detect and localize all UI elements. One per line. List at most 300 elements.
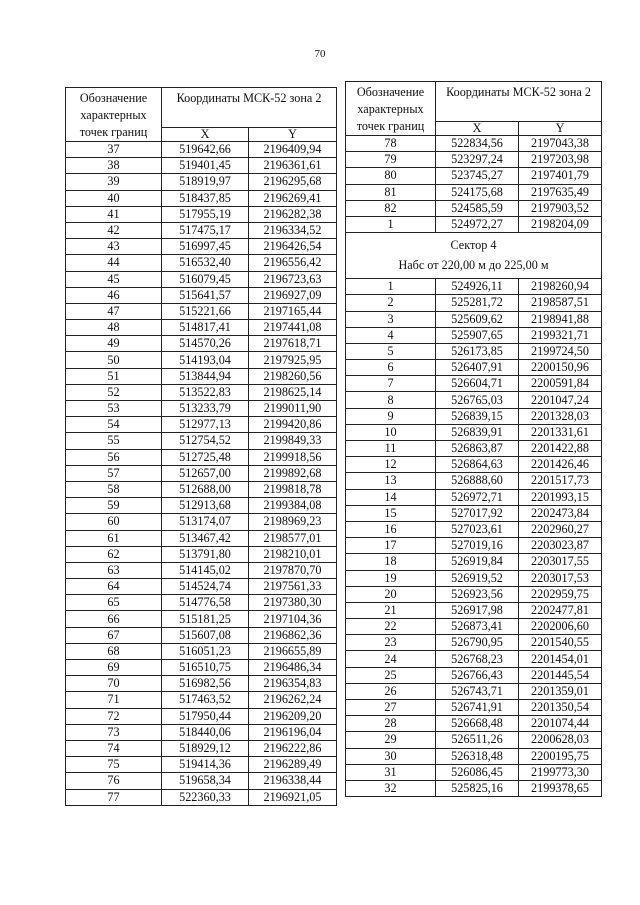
table-row — [66, 579, 337, 595]
x-coordinate-cell: 522834,56 — [436, 136, 519, 152]
x-coordinate-cell: 512688,00 — [162, 481, 249, 497]
point-id-cell: 6 — [346, 360, 436, 376]
x-coordinate-cell: 518440,06 — [162, 724, 249, 740]
point-id-cell: 46 — [66, 287, 162, 303]
coordinates-table-right — [345, 81, 602, 797]
point-id-cell: 69 — [66, 660, 162, 676]
x-coordinate-cell: 516997,45 — [162, 239, 249, 255]
y-coordinate-cell: 2196486,34 — [249, 660, 337, 676]
y-coordinate-cell: 2201426,46 — [519, 457, 602, 473]
point-id-cell: 62 — [66, 546, 162, 562]
y-coordinate-cell: 2196282,38 — [249, 206, 337, 222]
table-row — [346, 295, 602, 311]
x-coordinate-cell: 513233,79 — [162, 401, 249, 417]
point-id-cell: 72 — [66, 708, 162, 724]
table-row — [66, 449, 337, 465]
table-row — [66, 303, 337, 319]
x-coordinate-cell: 526511,26 — [436, 732, 519, 748]
point-id-cell: 49 — [66, 336, 162, 352]
point-id-cell: 22 — [346, 619, 436, 635]
y-coordinate-cell: 2196209,20 — [249, 708, 337, 724]
point-id-cell: 60 — [66, 514, 162, 530]
x-coordinate-cell: 527023,61 — [436, 521, 519, 537]
table-row — [346, 780, 602, 796]
point-id-cell: 20 — [346, 586, 436, 602]
table-row — [66, 643, 337, 659]
x-coordinate-cell: 526972,71 — [436, 489, 519, 505]
table-row — [66, 595, 337, 611]
y-coordinate-cell: 2198260,56 — [249, 368, 337, 384]
point-id-cell: 55 — [66, 433, 162, 449]
point-id-cell: 70 — [66, 676, 162, 692]
y-coordinate-cell: 2201454,01 — [519, 651, 602, 667]
y-coordinate-cell: 2197165,44 — [249, 303, 337, 319]
y-coordinate-cell: 2201540,55 — [519, 635, 602, 651]
y-coordinate-cell: 2196354,83 — [249, 676, 337, 692]
table-row — [346, 152, 602, 168]
sector-title: Сектор 4 — [450, 238, 497, 253]
table-row — [66, 692, 337, 708]
x-coordinate-cell: 517475,17 — [162, 222, 249, 238]
x-coordinate-cell: 514817,41 — [162, 320, 249, 336]
table-row — [66, 757, 337, 773]
table-row — [346, 327, 602, 343]
table-row — [346, 602, 602, 618]
point-id-cell: 80 — [346, 168, 436, 184]
table-row — [346, 586, 602, 602]
point-id-cell: 71 — [66, 692, 162, 708]
y-coordinate-cell: 2197441,08 — [249, 320, 337, 336]
y-coordinate-cell: 2199818,78 — [249, 481, 337, 497]
x-coordinate-cell: 526873,41 — [436, 619, 519, 635]
x-coordinate-cell: 512657,00 — [162, 465, 249, 481]
y-coordinate-cell: 2203017,55 — [519, 554, 602, 570]
x-coordinate-cell: 526318,48 — [436, 748, 519, 764]
x-coordinate-cell: 513844,94 — [162, 368, 249, 384]
table-row — [66, 498, 337, 514]
x-coordinate-cell: 515221,66 — [162, 303, 249, 319]
x-coordinate-cell: 519401,45 — [162, 158, 249, 174]
point-id-cell: 5 — [346, 343, 436, 359]
header-x: X — [436, 122, 519, 136]
y-coordinate-cell: 2202959,75 — [519, 586, 602, 602]
table-row — [346, 424, 602, 440]
x-coordinate-cell: 525825,16 — [436, 780, 519, 796]
point-id-cell: 42 — [66, 222, 162, 238]
point-id-cell: 67 — [66, 627, 162, 643]
page-number: 70 — [314, 48, 326, 60]
table-row — [346, 505, 602, 521]
y-coordinate-cell: 2198969,23 — [249, 514, 337, 530]
table-row — [66, 530, 337, 546]
y-coordinate-cell: 2201359,01 — [519, 683, 602, 699]
x-coordinate-cell: 522360,33 — [162, 789, 249, 805]
x-coordinate-cell: 525281,72 — [436, 295, 519, 311]
point-id-cell: 63 — [66, 562, 162, 578]
point-id-cell: 44 — [66, 255, 162, 271]
y-coordinate-cell: 2199773,30 — [519, 764, 602, 780]
point-id-cell: 47 — [66, 303, 162, 319]
point-id-cell: 14 — [346, 489, 436, 505]
x-coordinate-cell: 524926,11 — [436, 279, 519, 295]
table-row — [346, 748, 602, 764]
y-coordinate-cell: 2196289,49 — [249, 757, 337, 773]
x-coordinate-cell: 526765,03 — [436, 392, 519, 408]
y-coordinate-cell: 2199011,90 — [249, 401, 337, 417]
point-id-cell: 37 — [66, 142, 162, 158]
x-coordinate-cell: 523297,24 — [436, 152, 519, 168]
y-coordinate-cell: 2201422,88 — [519, 441, 602, 457]
point-id-cell: 8 — [346, 392, 436, 408]
y-coordinate-cell: 2196295,68 — [249, 174, 337, 190]
point-id-cell: 1 — [346, 216, 436, 232]
table-row — [66, 401, 337, 417]
y-coordinate-cell: 2197635,49 — [519, 184, 602, 200]
x-coordinate-cell: 518929,12 — [162, 740, 249, 756]
point-id-cell: 45 — [66, 271, 162, 287]
point-id-cell: 27 — [346, 700, 436, 716]
x-coordinate-cell: 512754,52 — [162, 433, 249, 449]
x-coordinate-cell: 515607,08 — [162, 627, 249, 643]
y-coordinate-cell: 2196655,89 — [249, 643, 337, 659]
x-coordinate-cell: 526919,84 — [436, 554, 519, 570]
y-coordinate-cell: 2201993,15 — [519, 489, 602, 505]
y-coordinate-cell: 2201074,44 — [519, 716, 602, 732]
y-coordinate-cell: 2199724,50 — [519, 343, 602, 359]
y-coordinate-cell: 2200195,75 — [519, 748, 602, 764]
x-coordinate-cell: 517950,44 — [162, 708, 249, 724]
table-row — [66, 562, 337, 578]
y-coordinate-cell: 2196921,05 — [249, 789, 337, 805]
point-id-cell: 13 — [346, 473, 436, 489]
y-coordinate-cell: 2196334,52 — [249, 222, 337, 238]
point-id-cell: 3 — [346, 311, 436, 327]
point-id-cell: 51 — [66, 368, 162, 384]
header-coordinates: Координаты МСК-52 зона 2 — [436, 82, 602, 122]
x-coordinate-cell: 526864,63 — [436, 457, 519, 473]
table-row — [66, 368, 337, 384]
x-coordinate-cell: 519658,34 — [162, 773, 249, 789]
y-coordinate-cell: 2203017,53 — [519, 570, 602, 586]
point-id-cell: 9 — [346, 408, 436, 424]
y-coordinate-cell: 2196222,86 — [249, 740, 337, 756]
x-coordinate-cell: 526768,23 — [436, 651, 519, 667]
point-id-cell: 57 — [66, 465, 162, 481]
point-id-cell: 50 — [66, 352, 162, 368]
x-coordinate-cell: 526917,98 — [436, 602, 519, 618]
y-coordinate-cell: 2202473,84 — [519, 505, 602, 521]
point-id-cell: 11 — [346, 441, 436, 457]
y-coordinate-cell: 2199892,68 — [249, 465, 337, 481]
table-row — [66, 417, 337, 433]
y-coordinate-cell: 2199849,33 — [249, 433, 337, 449]
y-coordinate-cell: 2197925,95 — [249, 352, 337, 368]
point-id-cell: 78 — [346, 136, 436, 152]
x-coordinate-cell: 516532,40 — [162, 255, 249, 271]
coordinates-table-left — [65, 87, 337, 806]
x-coordinate-cell: 519642,66 — [162, 142, 249, 158]
x-coordinate-cell: 526863,87 — [436, 441, 519, 457]
x-coordinate-cell: 517463,52 — [162, 692, 249, 708]
point-id-cell: 17 — [346, 538, 436, 554]
x-coordinate-cell: 512913,68 — [162, 498, 249, 514]
point-id-cell: 25 — [346, 667, 436, 683]
x-coordinate-cell: 514570,26 — [162, 336, 249, 352]
y-coordinate-cell: 2199918,56 — [249, 449, 337, 465]
y-coordinate-cell: 2196927,09 — [249, 287, 337, 303]
table-row — [66, 320, 337, 336]
y-coordinate-cell: 2197104,36 — [249, 611, 337, 627]
x-coordinate-cell: 515641,57 — [162, 287, 249, 303]
table-row — [66, 384, 337, 400]
y-coordinate-cell: 2196262,24 — [249, 692, 337, 708]
x-coordinate-cell: 526741,91 — [436, 700, 519, 716]
y-coordinate-cell: 2201331,61 — [519, 424, 602, 440]
x-coordinate-cell: 516510,75 — [162, 660, 249, 676]
table-row — [66, 481, 337, 497]
point-id-cell: 41 — [66, 206, 162, 222]
table-row — [66, 546, 337, 562]
table-row — [346, 457, 602, 473]
x-coordinate-cell: 524585,59 — [436, 200, 519, 216]
y-coordinate-cell: 2201517,73 — [519, 473, 602, 489]
y-coordinate-cell: 2201445,54 — [519, 667, 602, 683]
header-x: X — [162, 128, 249, 142]
y-coordinate-cell: 2198625,14 — [249, 384, 337, 400]
point-id-cell: 12 — [346, 457, 436, 473]
y-coordinate-cell: 2198210,01 — [249, 546, 337, 562]
point-id-cell: 73 — [66, 724, 162, 740]
y-coordinate-cell: 2201350,54 — [519, 700, 602, 716]
x-coordinate-cell: 516051,23 — [162, 643, 249, 659]
x-coordinate-cell: 526923,56 — [436, 586, 519, 602]
y-coordinate-cell: 2197870,70 — [249, 562, 337, 578]
table-row — [346, 376, 602, 392]
y-coordinate-cell: 2199420,86 — [249, 417, 337, 433]
table-row — [66, 158, 337, 174]
point-id-cell: 15 — [346, 505, 436, 521]
table-row — [346, 554, 602, 570]
x-coordinate-cell: 513522,83 — [162, 384, 249, 400]
y-coordinate-cell: 2197203,98 — [519, 152, 602, 168]
y-coordinate-cell: 2201328,03 — [519, 408, 602, 424]
header-point-label: Обозначение характерных точек границ — [66, 88, 162, 142]
point-id-cell: 64 — [66, 579, 162, 595]
point-id-cell: 1 — [346, 279, 436, 295]
table-row — [66, 789, 337, 805]
x-coordinate-cell: 525907,65 — [436, 327, 519, 343]
point-id-cell: 54 — [66, 417, 162, 433]
x-coordinate-cell: 513174,07 — [162, 514, 249, 530]
sector-subtitle: Набс от 220,00 м до 225,00 м — [398, 258, 549, 273]
table-row — [66, 174, 337, 190]
point-id-cell: 39 — [66, 174, 162, 190]
point-id-cell: 48 — [66, 320, 162, 336]
y-coordinate-cell: 2202477,81 — [519, 602, 602, 618]
table-row — [346, 732, 602, 748]
point-id-cell: 23 — [346, 635, 436, 651]
point-id-cell: 24 — [346, 651, 436, 667]
y-coordinate-cell: 2197618,71 — [249, 336, 337, 352]
header-coordinates: Координаты МСК-52 зона 2 — [162, 88, 337, 128]
table-row — [66, 660, 337, 676]
table-row — [66, 271, 337, 287]
table-row — [346, 473, 602, 489]
x-coordinate-cell: 524972,27 — [436, 216, 519, 232]
point-id-cell: 81 — [346, 184, 436, 200]
x-coordinate-cell: 512977,13 — [162, 417, 249, 433]
y-coordinate-cell: 2196426,54 — [249, 239, 337, 255]
table-row — [66, 222, 337, 238]
x-coordinate-cell: 516079,45 — [162, 271, 249, 287]
table-row — [346, 716, 602, 732]
table-row — [346, 343, 602, 359]
y-coordinate-cell: 2201047,24 — [519, 392, 602, 408]
x-coordinate-cell: 517955,19 — [162, 206, 249, 222]
y-coordinate-cell: 2196338,44 — [249, 773, 337, 789]
table-row — [66, 206, 337, 222]
point-id-cell: 82 — [346, 200, 436, 216]
y-coordinate-cell: 2196723,63 — [249, 271, 337, 287]
table-row — [346, 279, 602, 295]
table-row — [346, 538, 602, 554]
table-row — [66, 239, 337, 255]
table-row — [346, 651, 602, 667]
sector-header-row — [346, 233, 602, 279]
point-id-cell: 10 — [346, 424, 436, 440]
table-row — [66, 336, 337, 352]
point-id-cell: 79 — [346, 152, 436, 168]
point-id-cell: 30 — [346, 748, 436, 764]
x-coordinate-cell: 519414,36 — [162, 757, 249, 773]
point-id-cell: 29 — [346, 732, 436, 748]
point-id-cell: 40 — [66, 190, 162, 206]
table-row — [346, 683, 602, 699]
x-coordinate-cell: 513791,80 — [162, 546, 249, 562]
table-row — [346, 521, 602, 537]
x-coordinate-cell: 514524,74 — [162, 579, 249, 595]
x-coordinate-cell: 518437,85 — [162, 190, 249, 206]
point-id-cell: 52 — [66, 384, 162, 400]
y-coordinate-cell: 2198260,94 — [519, 279, 602, 295]
y-coordinate-cell: 2196862,36 — [249, 627, 337, 643]
table-row — [346, 764, 602, 780]
y-coordinate-cell: 2197401,79 — [519, 168, 602, 184]
table-row — [66, 190, 337, 206]
table-row — [66, 676, 337, 692]
y-coordinate-cell: 2196269,41 — [249, 190, 337, 206]
x-coordinate-cell: 526173,85 — [436, 343, 519, 359]
table-row — [346, 700, 602, 716]
x-coordinate-cell: 514193,04 — [162, 352, 249, 368]
x-coordinate-cell: 525609,62 — [436, 311, 519, 327]
y-coordinate-cell: 2202960,27 — [519, 521, 602, 537]
header-y: Y — [519, 122, 602, 136]
table-row — [346, 311, 602, 327]
x-coordinate-cell: 516982,56 — [162, 676, 249, 692]
x-coordinate-cell: 523745,27 — [436, 168, 519, 184]
table-row — [66, 255, 337, 271]
point-id-cell: 32 — [346, 780, 436, 796]
x-coordinate-cell: 526839,91 — [436, 424, 519, 440]
point-id-cell: 58 — [66, 481, 162, 497]
x-coordinate-cell: 526888,60 — [436, 473, 519, 489]
header-point-label: Обозначение характерных точек границ — [346, 82, 436, 136]
point-id-cell: 65 — [66, 595, 162, 611]
point-id-cell: 26 — [346, 683, 436, 699]
y-coordinate-cell: 2202006,60 — [519, 619, 602, 635]
x-coordinate-cell: 526407,91 — [436, 360, 519, 376]
header-y: Y — [249, 128, 337, 142]
y-coordinate-cell: 2196409,94 — [249, 142, 337, 158]
sector-header — [346, 233, 602, 279]
point-id-cell: 4 — [346, 327, 436, 343]
point-id-cell: 19 — [346, 570, 436, 586]
point-id-cell: 53 — [66, 401, 162, 417]
point-id-cell: 59 — [66, 498, 162, 514]
point-id-cell: 31 — [346, 764, 436, 780]
x-coordinate-cell: 514145,02 — [162, 562, 249, 578]
point-id-cell: 75 — [66, 757, 162, 773]
x-coordinate-cell: 526766,43 — [436, 667, 519, 683]
x-coordinate-cell: 526790,95 — [436, 635, 519, 651]
point-id-cell: 68 — [66, 643, 162, 659]
table-row — [346, 489, 602, 505]
table-row — [346, 441, 602, 457]
table-row — [346, 184, 602, 200]
x-coordinate-cell: 518919,97 — [162, 174, 249, 190]
table-row — [66, 142, 337, 158]
table-row — [66, 627, 337, 643]
point-id-cell: 56 — [66, 449, 162, 465]
table-row — [66, 611, 337, 627]
x-coordinate-cell: 526086,45 — [436, 764, 519, 780]
table-row — [346, 360, 602, 376]
x-coordinate-cell: 526668,48 — [436, 716, 519, 732]
x-coordinate-cell: 512725,48 — [162, 449, 249, 465]
x-coordinate-cell: 526839,15 — [436, 408, 519, 424]
y-coordinate-cell: 2203023,87 — [519, 538, 602, 554]
y-coordinate-cell: 2197561,33 — [249, 579, 337, 595]
point-id-cell: 7 — [346, 376, 436, 392]
table-row — [66, 352, 337, 368]
x-coordinate-cell: 515181,25 — [162, 611, 249, 627]
point-id-cell: 28 — [346, 716, 436, 732]
point-id-cell: 77 — [66, 789, 162, 805]
table-row — [346, 392, 602, 408]
point-id-cell: 21 — [346, 602, 436, 618]
table-row — [66, 514, 337, 530]
y-coordinate-cell: 2200150,96 — [519, 360, 602, 376]
point-id-cell: 18 — [346, 554, 436, 570]
point-id-cell: 38 — [66, 158, 162, 174]
y-coordinate-cell: 2197380,30 — [249, 595, 337, 611]
y-coordinate-cell: 2200628,03 — [519, 732, 602, 748]
table-row — [66, 773, 337, 789]
table-row — [66, 708, 337, 724]
y-coordinate-cell: 2199384,08 — [249, 498, 337, 514]
y-coordinate-cell: 2199378,65 — [519, 780, 602, 796]
point-id-cell: 66 — [66, 611, 162, 627]
table-row — [346, 619, 602, 635]
table-row — [346, 408, 602, 424]
x-coordinate-cell: 514776,58 — [162, 595, 249, 611]
table-row — [346, 635, 602, 651]
y-coordinate-cell: 2196556,42 — [249, 255, 337, 271]
x-coordinate-cell: 513467,42 — [162, 530, 249, 546]
y-coordinate-cell: 2199321,71 — [519, 327, 602, 343]
table-row — [66, 465, 337, 481]
